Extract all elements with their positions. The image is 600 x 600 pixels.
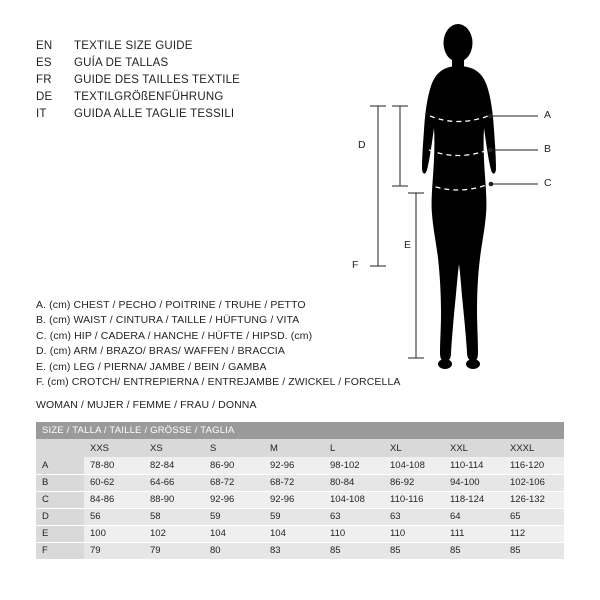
cell: 94-100 bbox=[444, 474, 504, 491]
language-title: TEXTILE SIZE GUIDE bbox=[74, 40, 193, 52]
cell: 78-80 bbox=[84, 457, 144, 474]
column-header-m: M bbox=[264, 439, 324, 457]
cell: 85 bbox=[324, 542, 384, 559]
cell: 63 bbox=[324, 508, 384, 525]
cell: 68-72 bbox=[264, 474, 324, 491]
column-header-l: L bbox=[324, 439, 384, 457]
gender-heading: WOMAN / MUJER / FEMME / FRAU / DONNA bbox=[36, 399, 257, 411]
cell: 63 bbox=[384, 508, 444, 525]
legend-item-d: D. (cm) ARM / BRAZO/ BRAS/ WAFFEN / BRACCIA bbox=[36, 345, 285, 358]
cell: 85 bbox=[384, 542, 444, 559]
cell: 64 bbox=[444, 508, 504, 525]
cell: 110 bbox=[324, 525, 384, 542]
legend-item-e: E. (cm) LEG / PIERNA/ JAMBE / BEIN / GAMBA bbox=[36, 360, 267, 373]
marker-label-b: B bbox=[544, 143, 552, 155]
column-header-xs: XS bbox=[144, 439, 204, 457]
cell: 83 bbox=[264, 542, 324, 559]
cell: 64-66 bbox=[144, 474, 204, 491]
cell: 92-96 bbox=[204, 491, 264, 508]
column-header-s: S bbox=[204, 439, 264, 457]
language-row bbox=[36, 55, 336, 72]
row-label: A bbox=[36, 457, 84, 474]
cell: 84-86 bbox=[84, 491, 144, 508]
cell: 111 bbox=[444, 525, 504, 542]
cell: 102 bbox=[144, 525, 204, 542]
language-title: GUIDA ALLE TAGLIE TESSILI bbox=[74, 108, 235, 120]
language-title: GUÍA DE TALLAS bbox=[74, 57, 169, 69]
table-row bbox=[36, 474, 564, 491]
cell: 112 bbox=[504, 525, 564, 542]
language-code: EN bbox=[36, 40, 53, 52]
language-row bbox=[36, 89, 336, 106]
cell: 79 bbox=[144, 542, 204, 559]
cell: 68-72 bbox=[204, 474, 264, 491]
legend-item-b: B. (cm) WAIST / CINTURA / TAILLE / HÜFTUNG / VITA bbox=[36, 314, 300, 327]
table-row bbox=[36, 457, 564, 474]
column-header-xl: XL bbox=[384, 439, 444, 457]
row-label: F bbox=[36, 542, 84, 559]
language-row bbox=[36, 106, 336, 123]
marker-label-a: A bbox=[544, 109, 552, 121]
cell: 118-124 bbox=[444, 491, 504, 508]
cell: 100 bbox=[84, 525, 144, 542]
cell: 60-62 bbox=[84, 474, 144, 491]
table-row bbox=[36, 508, 564, 525]
cell: 80-84 bbox=[324, 474, 384, 491]
language-title: GUIDE DES TAILLES TEXTILE bbox=[74, 74, 241, 86]
row-label: C bbox=[36, 491, 84, 508]
marker-label-c: C bbox=[544, 177, 552, 189]
marker-label-e: E bbox=[404, 239, 412, 251]
cell: 86-92 bbox=[384, 474, 444, 491]
size-table-wrapper bbox=[36, 422, 564, 560]
cell: 59 bbox=[204, 508, 264, 525]
table-header-row bbox=[36, 439, 564, 457]
table-row bbox=[36, 542, 564, 559]
language-title-block bbox=[36, 38, 336, 123]
row-label: D bbox=[36, 508, 84, 525]
language-title: TEXTILGRÖßENFÜHRUNG bbox=[74, 91, 224, 103]
cell: 65 bbox=[504, 508, 564, 525]
language-code: IT bbox=[36, 108, 47, 120]
row-label: B bbox=[36, 474, 84, 491]
cell: 79 bbox=[84, 542, 144, 559]
table-row bbox=[36, 525, 564, 542]
marker-label-d: D bbox=[358, 139, 366, 151]
table-title: SIZE / TALLA / TAILLE / GRÖSSE / TAGLIA bbox=[36, 422, 564, 439]
cell: 85 bbox=[444, 542, 504, 559]
cell: 110-116 bbox=[384, 491, 444, 508]
cell: 92-96 bbox=[264, 491, 324, 508]
cell: 110 bbox=[384, 525, 444, 542]
column-header-xxs: XXS bbox=[84, 439, 144, 457]
table-row bbox=[36, 491, 564, 508]
cell: 92-96 bbox=[264, 457, 324, 474]
measurement-legend bbox=[36, 298, 436, 390]
row-label: E bbox=[36, 525, 84, 542]
cell: 104-108 bbox=[384, 457, 444, 474]
cell: 56 bbox=[84, 508, 144, 525]
language-row bbox=[36, 72, 336, 89]
table-title-row bbox=[36, 422, 564, 439]
cell: 59 bbox=[264, 508, 324, 525]
column-header-xxxl: XXXL bbox=[504, 439, 564, 457]
header-corner bbox=[36, 439, 84, 457]
legend-item-c: C. (cm) HIP / CADERA / HANCHE / HÜFTE / HIPSD. (cm) bbox=[36, 329, 313, 342]
cell: 86-90 bbox=[204, 457, 264, 474]
column-header-xxl: XXL bbox=[444, 439, 504, 457]
cell: 58 bbox=[144, 508, 204, 525]
cell: 82-84 bbox=[144, 457, 204, 474]
cell: 116-120 bbox=[504, 457, 564, 474]
language-row bbox=[36, 38, 336, 55]
legend-item-f: F. (cm) CROTCH/ ENTREPIERNA / ENTREJAMBE / ZWICKEL / FORCELLA bbox=[36, 376, 401, 389]
size-table bbox=[36, 422, 564, 560]
cell: 104-108 bbox=[324, 491, 384, 508]
language-code: DE bbox=[36, 91, 53, 103]
cell: 104 bbox=[264, 525, 324, 542]
legend-item-a: A. (cm) CHEST / PECHO / POITRINE / TRUHE / PETTO bbox=[36, 299, 306, 311]
cell: 104 bbox=[204, 525, 264, 542]
marker-label-f: F bbox=[352, 259, 359, 271]
language-code: FR bbox=[36, 74, 52, 86]
language-code: ES bbox=[36, 57, 52, 69]
cell: 126-132 bbox=[504, 491, 564, 508]
cell: 88-90 bbox=[144, 491, 204, 508]
cell: 110-114 bbox=[444, 457, 504, 474]
cell: 102-106 bbox=[504, 474, 564, 491]
cell: 80 bbox=[204, 542, 264, 559]
cell: 98-102 bbox=[324, 457, 384, 474]
cell: 85 bbox=[504, 542, 564, 559]
